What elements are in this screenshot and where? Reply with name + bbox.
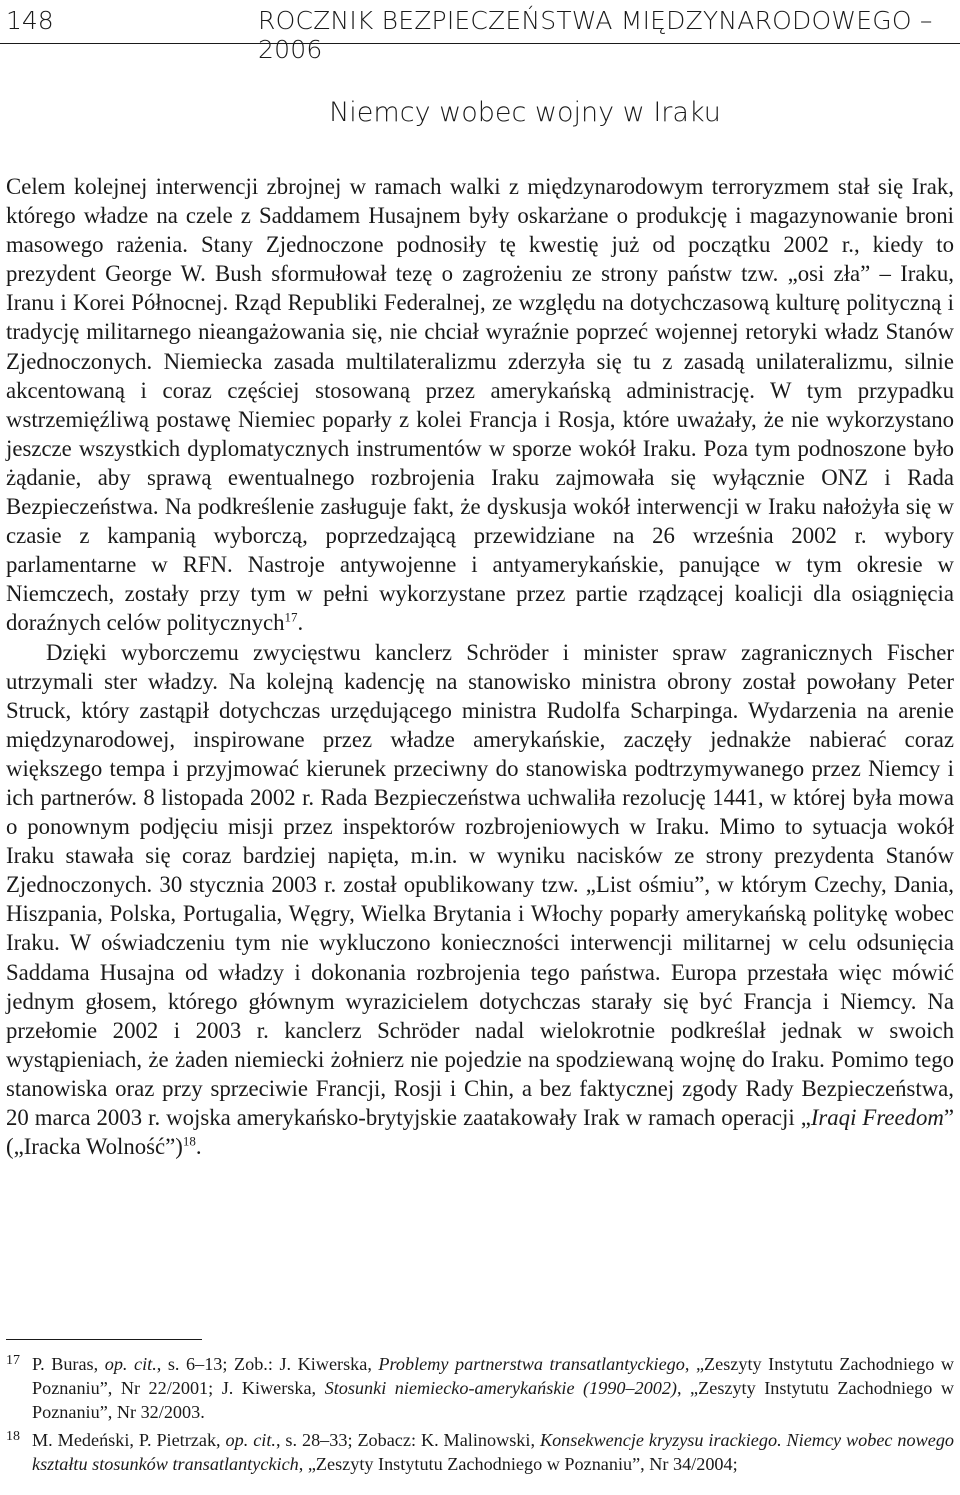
paragraph-2-text: Dzięki wyborczemu zwycięstwu kanclerz Schröder i minister spraw zagranicznych Fischer utrzymali ster władzy. Na kolejną kadencję na stanowisko ministra obrony został powołany Peter Struck, który zastąpił dotychczas urzędującego ministra Rudolfa Scharpinga. Wydarzenia na arenie międzynarodowej, inspirowane przez władze amerykańskie, zaczęły jednakże nabierać coraz większego tempa i przyjmować kierunek przeciwny do stanowiska podtrzymywanego przez Niemcy i ich partnerów. 8 listopada 2002 r. Rada Bezpieczeństwa uchwaliła rezolucję 1441, w której była mowa o ponownym podjęciu misji przez inspektorów rozbrojeniowych w Iraku. Mimo to sytuacja wokół Iraku stawała się coraz bardziej napięta, m.in. w wyniku nacisków ze strony prezydenta Stanów Zjednoczonych. 30 stycznia 2003 r. został opublikowany tzw. „List ośmiu”, w którym Czechy, Dania, Hiszpania, Polska, Portugalia, Węgry, Wielka Brytania i Włochy poparły amerykańską politykę wobec Iraku. W oświadczeniu tym nie wykluczono konieczności interwencji militarnej w celu odsunięcia Saddama Husajna od władzy i dokonania rozbrojenia tego państwa. Europa przestała więc mówić jednym głosem, którego głównym wyrazicielem dotychczas starały się być Francja i Niemcy. Na przełomie 2002 i 2003 r. kanclerz Schröder nadal wielokrotnie podkreślał jednak w swoich wystąpieniach, że żaden niemiecki żołnierz nie pojedzie na spodziewaną wojnę do Iraku. Pomimo tego stanowiska oraz przy sprzeciwie Francji, Rosji i Chin, a bez faktycznej zgody Rady Bezpieczeństwa, 20 marca 2003 r. wojska amerykańsko-brytyjskie zaatakowały Irak w ramach operacji „ xyxy=(6,639,954,1130)
running-header xyxy=(0,0,960,64)
journal-title: ROCZNIK BEZPIECZEŃSTWA MIĘDZYNARODOWEGO – 2006 xyxy=(258,6,933,64)
article-body xyxy=(6,172,954,1161)
footnote-italic: Konsekwencje kryzysu irackiego. Niemcy wobec nowego kształtu stosunków transatlantyckich xyxy=(32,1430,955,1475)
page-number: 148 xyxy=(6,6,54,35)
footnote-italic: Problemy partnerstwa transatlantyckiego xyxy=(378,1354,685,1374)
footnote-text: , „Zeszyty Instytutu Zachodniego w Poznaniu”, Nr 34/2004; xyxy=(298,1454,738,1475)
section-title: Niemcy wobec wojny w Iraku xyxy=(329,97,721,128)
footnote-text: , s. 6–13; Zob.: J. Kiwerska, xyxy=(156,1354,379,1374)
footnote-number: 17 xyxy=(6,1353,20,1368)
footnote-italic: op. cit. xyxy=(104,1354,157,1374)
operation-name: Iraqi Freedom xyxy=(810,1105,944,1130)
footnote-18 xyxy=(6,1429,954,1477)
paragraph-2-end: . xyxy=(195,1134,202,1160)
footnote-ref-17[interactable]: 17 xyxy=(284,609,298,625)
footnote-text: , s. 28–33; Zobacz: K. Malinowski, xyxy=(275,1430,540,1451)
footnote-ref-18[interactable]: 18 xyxy=(182,1133,196,1149)
footnote-number: 18 xyxy=(6,1429,20,1445)
paragraph-1 xyxy=(6,172,954,638)
footnote-text: P. Buras, xyxy=(32,1354,105,1374)
footnote-italic: op. cit. xyxy=(225,1430,276,1451)
paragraph-2-after-operation: ” („Iracka Wolność”) xyxy=(6,1105,954,1160)
footnotes xyxy=(6,1353,954,1482)
footnote-text: M. Medeński, P. Pietrzak, xyxy=(32,1430,226,1451)
paragraph-1-end: . xyxy=(297,610,304,636)
footnote-text: , „Zeszyty Instytutu Zachodniego w Poznaniu”, Nr 22/2001; J. Kiwerska, xyxy=(32,1354,954,1398)
footnote-italic: Stosunki niemiecko-amerykańskie (1990–2002) xyxy=(324,1377,677,1398)
paragraph-2 xyxy=(6,638,954,1162)
paragraph-1-text: Celem kolejnej interwencji zbrojnej w ramach walki z międzynarodowym terroryzmem stał się Irak, którego władze na czele z Saddamem Husajnem były oskarżane o produkcję i magazynowanie broni masowego rażenia. Stany Zjednoczone podnosiły tę kwestię już od początku 2002 r., kiedy to prezydent George W. Bush sformułował tezę o zagrożeniu ze strony państw tzw. „osi zła” – Iraku, Iranu i Korei Północnej. Rząd Republiki Federalnej, ze względu na dotychczasową kulturę polityczną i tradycję militarnego nieangażowania się, nie chciał wyraźnie poprzeć wojennej retoryki władz Stanów Zjednoczonych. Niemiecka zasada multilateralizmu zderzyła się tu z zasadą unilateralizmu, silnie akcentowaną i coraz częściej stosowaną przez amerykańską administrację. W tym przypadku wstrzemięźliwą postawę Niemiec poparły z kolei Francja i Rosja, które uważały, że nie wykorzystano jeszcze wszystkich dyplomatycznych instrumentów w sporze wokół Iraku. Poza tym podnoszone było żądanie, aby sprawą ewentualnego rozbrojenia Iraku zajmowała się wyłącznie ONZ i Rada Bezpieczeństwa. Na podkreślenie zasługuje fakt, że dyskusja wokół interwencji w Iraku nałożyła się w czasie z kampanią wyborczą, poprzedzającą przewidziane na 26 września 2002 r. wybory parlamentarne w RFN. Nastroje antywojenne i antyamerykańskie, panujące w tym okresie w Niemczech, zostały przy tym w pełni wykorzystane przez partie rządzącej koalicji dla osiągnięcia doraźnych celów politycznych xyxy=(6,174,954,636)
footnote-divider xyxy=(6,1339,202,1340)
footnote-text: , „Zeszyty Instytutu Zachodniego w Poznaniu”, Nr 32/2003. xyxy=(32,1377,954,1422)
footnote-17 xyxy=(6,1353,954,1424)
